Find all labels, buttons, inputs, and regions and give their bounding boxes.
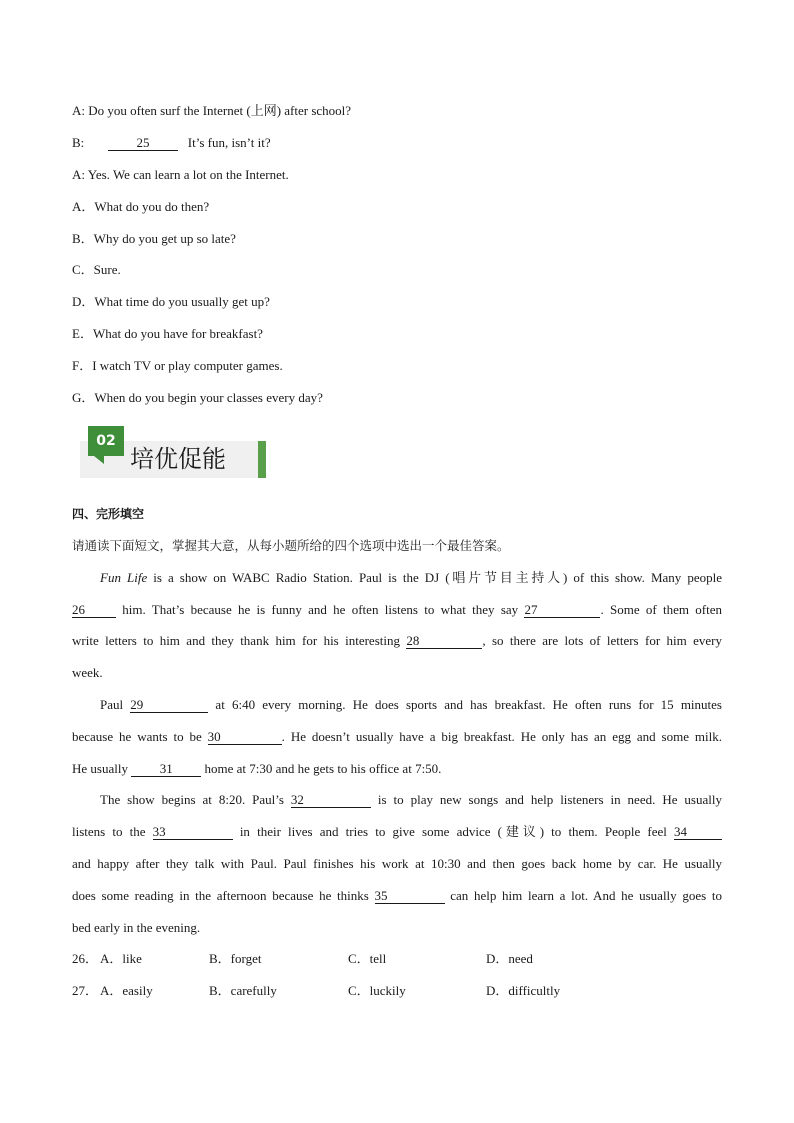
option-a[interactable]: A．like <box>100 951 142 966</box>
blank-32: 32 <box>291 793 371 808</box>
dialogue-line-a2: A: Yes. We can learn a lot on the Internet. <box>72 167 289 182</box>
passage-text: . He doesn’t usually have a big breakfast. He only has an egg and some milk. <box>281 729 722 744</box>
blank-25: 25 <box>108 136 178 151</box>
passage-text: because he wants to be <box>72 729 208 744</box>
passage-line: week. <box>72 665 103 680</box>
passage-text: home at 7:30 and he gets to his office at 7:50. <box>201 761 442 776</box>
passage-text: is to play new songs and help listeners in need. He usually <box>370 792 722 807</box>
option-c[interactable]: C．luckily <box>348 983 406 998</box>
passage-text: is a show on WABC Radio Station. Paul is the DJ (唱片节目主持人) of this show. Many people <box>147 570 722 585</box>
option-b[interactable]: B．carefully <box>209 983 277 998</box>
passage-text: at 6:40 every morning. He does sports and has breakfast. He often runs for 15 minutes <box>208 697 722 712</box>
passage-line <box>100 792 722 808</box>
passage-line <box>72 824 722 840</box>
banner-badge: 02 <box>88 426 124 456</box>
option-a[interactable]: A．easily <box>100 983 153 998</box>
choice-d: D．What time do you usually get up? <box>72 294 270 309</box>
blank-27: 27 <box>524 603 600 618</box>
passage-line <box>72 888 722 904</box>
passage-text: . Some of them often <box>600 602 722 617</box>
passage-text: write letters to him and they thank him for his interesting <box>72 633 407 648</box>
passage-line <box>72 729 722 745</box>
blank-31: 31 <box>131 762 201 777</box>
passage-text: , so there are lots of letters for him every <box>482 633 722 648</box>
blank-28: 28 <box>406 634 482 649</box>
option-c[interactable]: C．tell <box>348 951 387 966</box>
passage-line <box>72 761 441 777</box>
passage-line <box>72 602 722 618</box>
section-banner <box>80 426 266 478</box>
blank-33: 33 <box>153 825 233 840</box>
blank-34: 34 <box>674 825 722 840</box>
choice-a: A．What do you do then? <box>72 199 210 214</box>
passage-text: The show begins at 8:20. Paul’s <box>100 792 291 807</box>
dialogue-text: It’s fun, isn’t it? <box>181 135 271 150</box>
dialogue-line-b <box>72 135 271 151</box>
choice-g: G．When do you begin your classes every day? <box>72 390 323 405</box>
passage-text: him. That’s because he is funny and he often listens to what they say <box>116 602 525 617</box>
choice-f: F．I watch TV or play computer games. <box>72 358 283 373</box>
question-number: 27． <box>72 983 99 998</box>
choice-c: C．Sure. <box>72 262 121 277</box>
option-d[interactable]: D．difficultly <box>486 983 561 998</box>
banner-accent-bar <box>258 441 266 478</box>
blank-26: 26 <box>72 603 116 618</box>
passage-text: listens to the <box>72 824 153 839</box>
passage-text: He usually <box>72 761 132 776</box>
banner-title: 培优促能 <box>130 445 226 473</box>
question-number: 26． <box>72 951 99 966</box>
choice-b: B．Why do you get up so late? <box>72 231 236 246</box>
option-b[interactable]: B．forget <box>209 951 262 966</box>
banner-badge-tail <box>94 456 104 464</box>
blank-35: 35 <box>375 889 445 904</box>
passage-line <box>72 633 722 649</box>
blank-30: 30 <box>208 730 282 745</box>
section-instruction: 请通读下面短文，掌握其大意，从每小题所给的四个选项中选出一个最佳答案。 <box>72 538 510 553</box>
passage-line: and happy after they talk with Paul. Paul finishes his work at 10:30 and then goes back home by car. He usually <box>72 856 722 871</box>
dialogue-speaker: B: <box>72 135 91 150</box>
passage-text: does some reading in the afternoon because he thinks <box>72 888 375 903</box>
passage-line: bed early in the evening. <box>72 920 201 935</box>
passage-line <box>100 697 722 713</box>
passage-text: can help him learn a lot. And he usually goes to <box>444 888 723 903</box>
passage-text: in their lives and tries to give some advice (建议) to them. People feel <box>232 824 674 839</box>
show-title: Fun Life <box>100 570 148 585</box>
choice-e: E．What do you have for breakfast? <box>72 326 263 341</box>
blank-29: 29 <box>130 698 208 713</box>
passage-text: Paul <box>100 697 131 712</box>
option-d[interactable]: D．need <box>486 951 533 966</box>
section-heading: 四、完形填空 <box>72 507 145 521</box>
dialogue-line-a1: A: Do you often surf the Internet (上网) after school? <box>72 103 352 118</box>
passage-line <box>100 570 722 586</box>
